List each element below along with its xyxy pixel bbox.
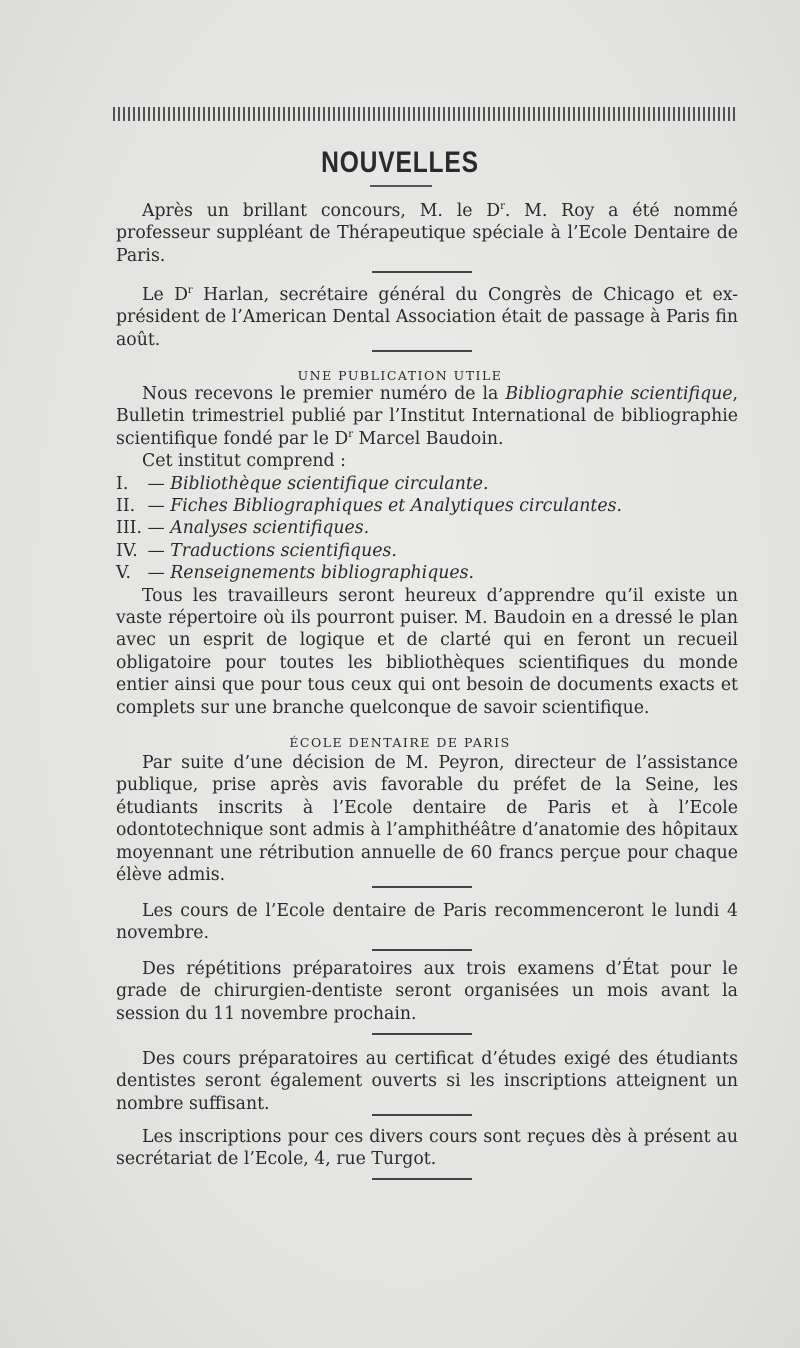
institute-list <box>116 473 738 585</box>
separator-rule <box>372 1114 472 1116</box>
page-title: NOUVELLES <box>321 146 479 179</box>
list-item-dash: — <box>142 496 171 517</box>
list-item-dash: — <box>142 540 171 561</box>
list-item-number: II. <box>116 496 136 517</box>
separator-rule <box>372 949 472 951</box>
list-item-number: I. <box>116 473 129 494</box>
separator-rule <box>372 1033 472 1035</box>
list-item-number: III. <box>116 518 142 539</box>
news-item-1 <box>116 200 738 267</box>
section2-paragraph-4: Des cours préparatoires au certificat d’études exigé des étudiants dentistes seront également ouverts si les inscriptions atteignent un nombre suffisant. <box>116 1049 738 1114</box>
section-heading: UNE PUBLICATION UTILE <box>297 368 503 383</box>
news-item-2 <box>116 284 738 351</box>
list-item-text: Bibliothèque scientifique circulante. <box>170 473 489 494</box>
list-item-dash: — <box>142 563 171 584</box>
list-item-number: V. <box>116 563 131 584</box>
section-heading: ÉCOLE DENTAIRE DE PARIS <box>289 735 511 750</box>
title-underline <box>370 185 432 187</box>
section2-paragraph-2: Les cours de l’Ecole dentaire de Paris recommenceront le lundi 4 novembre. <box>116 901 738 944</box>
section2-paragraph-1: Par suite d’une décision de M. Peyron, directeur de l’assistance publique, prise après avis favorable du préfet de la Seine, les étudiants inscrits à l’Ecole dentaire de Paris et à l’Ecole odontotechnique sont admis à l’amphithéâtre d’anatomie des hôpitaux moyennant une rétribution annuelle de 60 francs perçue pour chaque élève admis. <box>116 753 738 886</box>
list-item <box>116 540 738 562</box>
section2-paragraph-3: Des répétitions préparatoires aux trois examens d’État pour le grade de chirurgien-dentiste seront organisées un mois avant la session du 11 novembre prochain. <box>116 959 738 1024</box>
news-paragraph: Après un brillant concours, M. le $D^r$. M. Roy a été nommé professeur suppléant de Thérapeutique spéciale à l’Ecole Dentaire de Paris. <box>116 201 739 266</box>
list-item-text: Traductions scientifiques. <box>170 540 397 561</box>
list-item <box>116 517 738 539</box>
list-item <box>116 473 738 495</box>
list-intro: Cet institut comprend : <box>142 451 346 472</box>
section-outro: Tous les travailleurs seront heureux d’apprendre qu’il existe un vaste répertoire où ils pourront puiser. M. Baudoin en a dressé le plan avec un esprit de logique et de clarté qui en feront un recueil obligatoire pour toutes les bibliothèques scientifiques du monde entier ainsi que pour tous ceux qui ont besoin de documents exacts et complets sur une branche quelconque de savoir scientifique. <box>116 585 738 718</box>
list-item <box>116 562 738 584</box>
list-item-number: IV. <box>116 540 138 561</box>
news-paragraph: Le $D^r$ Harlan, secrétaire général du Congrès de Chicago et ex-président de l’American Dental Association était de passage à Paris fin août. <box>116 285 738 350</box>
list-item-text: Analyses scientifiques. <box>170 518 370 539</box>
section-publication-utile <box>116 383 738 719</box>
list-item-dash: — <box>142 473 171 494</box>
section-intro: Nous recevons le premier numéro de la Bibliographie scientifique, Bulletin trimestriel publié par l’Institut International de bibliographie scientifique fondé par le $D^r$ Marcel Baudoin. <box>116 384 738 449</box>
list-item-text: Fiches Bibliographiques et Analytiques circulantes. <box>170 496 622 517</box>
ornamental-border <box>113 107 735 121</box>
section2-paragraph-5: Les inscriptions pour ces divers cours sont reçues dès à présent au secrétariat de l’Ecole, 4, rue Turgot. <box>116 1127 738 1170</box>
separator-rule <box>372 271 472 273</box>
separator-rule <box>372 886 472 888</box>
list-item <box>116 495 738 517</box>
list-item-dash: — <box>142 518 171 539</box>
list-item-text: Renseignements bibliographiques. <box>170 563 474 584</box>
separator-rule <box>372 1178 472 1180</box>
separator-rule <box>372 350 472 352</box>
